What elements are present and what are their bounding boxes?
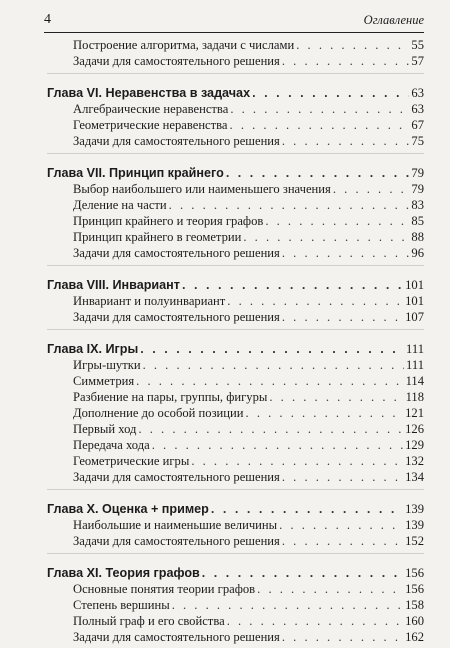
toc-entry [47,517,424,533]
chapter-heading-title: Глава XI. Теория графов [47,566,200,580]
section-divider [47,553,424,560]
dot-leader [230,117,410,133]
dot-leader [138,421,403,437]
toc-entry-title: Задачи для самостоятельного решения [73,470,280,484]
toc-entry [47,469,424,485]
toc-entry-page: 152 [405,534,424,548]
dot-leader [202,565,403,581]
toc-entry [47,629,424,645]
dot-leader [226,165,410,181]
toc-entry [47,581,424,597]
dot-leader [282,533,403,549]
toc-entry [47,453,424,469]
toc-entry-title: Задачи для самостоятельного решения [73,54,280,68]
toc-entry-title: Игры-шутки [73,358,141,372]
running-title: Оглавление [363,13,424,27]
dot-leader [143,357,404,373]
toc-entry-page: 160 [405,614,424,628]
dot-leader [140,341,404,357]
dot-leader [246,405,404,421]
toc-entry-page: 101 [405,294,424,308]
toc-entry-page: 79 [411,182,424,196]
dot-leader [269,389,403,405]
toc-entry-page: 96 [411,246,424,260]
chapter-heading-page: 139 [405,502,424,516]
toc-entry-title: Принцип крайнего в геометрии [73,230,242,244]
chapter-heading [47,565,424,581]
chapter-heading [47,165,424,181]
toc-entry [47,117,424,133]
dot-leader [282,133,410,149]
chapter-heading-page: 111 [406,342,424,356]
toc-entry-title: Степень вершины [73,598,170,612]
dot-leader [265,213,409,229]
toc-entry-title: Основные понятия теории графов [73,582,256,596]
toc-entry-page: 134 [405,470,424,484]
dot-leader [182,277,403,293]
toc-entry [47,389,424,405]
dot-leader [282,469,403,485]
dot-leader [296,37,409,53]
dot-leader [169,197,410,213]
toc-entry-page: 88 [411,230,424,244]
toc-entry-title: Наибольшие и наименьшие величины [73,518,278,532]
page-header [44,10,424,33]
dot-leader [257,581,403,597]
toc-entry-page: 118 [405,390,424,404]
toc-entry [47,533,424,549]
toc-entry-page: 55 [411,38,424,52]
toc-entry-title: Симметрия [73,374,135,388]
toc-entry-page: 114 [405,374,424,388]
toc-entry-page: 57 [411,54,424,68]
dot-leader [282,245,410,261]
dot-leader [282,629,403,645]
section-divider [47,73,424,80]
toc-entry-page: 129 [405,438,424,452]
toc-entry [47,37,424,53]
toc-entry-title: Построение алгоритма, задачи с числами [73,38,295,52]
dot-leader [227,293,403,309]
chapter-heading-page: 101 [405,278,424,292]
section-divider [47,153,424,160]
toc-entry-page: 67 [411,118,424,132]
toc-entry [47,213,424,229]
dot-leader [211,501,403,517]
toc-entry [47,229,424,245]
chapter-heading-title: Глава VII. Принцип крайнего [47,166,224,180]
toc-entry [47,133,424,149]
toc-entry [47,197,424,213]
chapter-heading-page: 63 [411,86,424,100]
toc-entry-title: Геометрические неравенства [73,118,228,132]
dot-leader [252,85,409,101]
toc-entry-page: 139 [405,518,424,532]
toc-entry-title: Принцип крайнего и теория графов [73,214,264,228]
chapter-heading [47,85,424,101]
dot-leader [172,597,403,613]
toc-entry-page: 162 [405,630,424,644]
toc-entry-title: Задачи для самостоятельного решения [73,630,280,644]
toc-entry [47,373,424,389]
chapter-heading [47,277,424,293]
toc-entry [47,309,424,325]
toc-entry-page: 85 [411,214,424,228]
dot-leader [152,437,403,453]
toc-entry-page: 132 [405,454,424,468]
chapter-heading-title: Глава VI. Неравенства в задачах [47,86,251,100]
toc-entry-page: 83 [411,198,424,212]
toc-entry [47,101,424,117]
toc-entry-page: 156 [405,582,424,596]
toc-entry-page: 126 [405,422,424,436]
toc-entry-title: Первый ход [73,422,137,436]
toc-entry-title: Задачи для самостоятельного решения [73,246,280,260]
toc-entry [47,597,424,613]
toc-entry [47,53,424,69]
toc-entry-page: 107 [405,310,424,324]
toc-entry-title: Алгебраические неравенства [73,102,229,116]
toc-entry-title: Геометрические игры [73,454,190,468]
chapter-heading [47,341,424,357]
toc-entry-title: Разбиение на пары, группы, фигуры [73,390,268,404]
toc-entry-page: 111 [406,358,424,372]
dot-leader [282,53,410,69]
dot-leader [279,517,403,533]
toc-entry [47,181,424,197]
page-number: 4 [44,12,51,27]
toc-entry [47,405,424,421]
toc-entry [47,613,424,629]
toc-entry-page: 121 [405,406,424,420]
dot-leader [191,453,403,469]
section-divider [47,329,424,336]
toc-entry-title: Задачи для самостоятельного решения [73,534,280,548]
toc-entry [47,357,424,373]
toc-entry-title: Деление на части [73,198,167,212]
toc-entry-title: Дополнение до особой позиции [73,406,244,420]
chapter-heading-page: 156 [405,566,424,580]
toc-entry-title: Полный граф и его свойства [73,614,225,628]
dot-leader [333,181,410,197]
chapter-heading-page: 79 [411,166,424,180]
chapter-heading-title: Глава VIII. Инвариант [47,278,180,292]
section-divider [47,265,424,272]
dot-leader [230,101,409,117]
dot-leader [282,309,403,325]
toc-entry [47,437,424,453]
chapter-heading-title: Глава IX. Игры [47,342,139,356]
toc-entry-page: 158 [405,598,424,612]
toc-entry [47,421,424,437]
chapter-heading-title: Глава X. Оценка + пример [47,502,209,516]
dot-leader [243,229,409,245]
toc-entry [47,245,424,261]
toc-entry-title: Выбор наибольшего или наименьшего значения [73,182,331,196]
toc-entry-title: Задачи для самостоятельного решения [73,134,280,148]
toc-entry-title: Передача хода [73,438,150,452]
toc-entry-page: 75 [411,134,424,148]
table-of-contents [47,37,424,645]
toc-entry-page: 63 [411,102,424,116]
chapter-heading [47,501,424,517]
dot-leader [227,613,403,629]
toc-entry-title: Инвариант и полуинвариант [73,294,226,308]
toc-entry [47,293,424,309]
toc-entry-title: Задачи для самостоятельного решения [73,310,280,324]
dot-leader [136,373,403,389]
section-divider [47,489,424,496]
